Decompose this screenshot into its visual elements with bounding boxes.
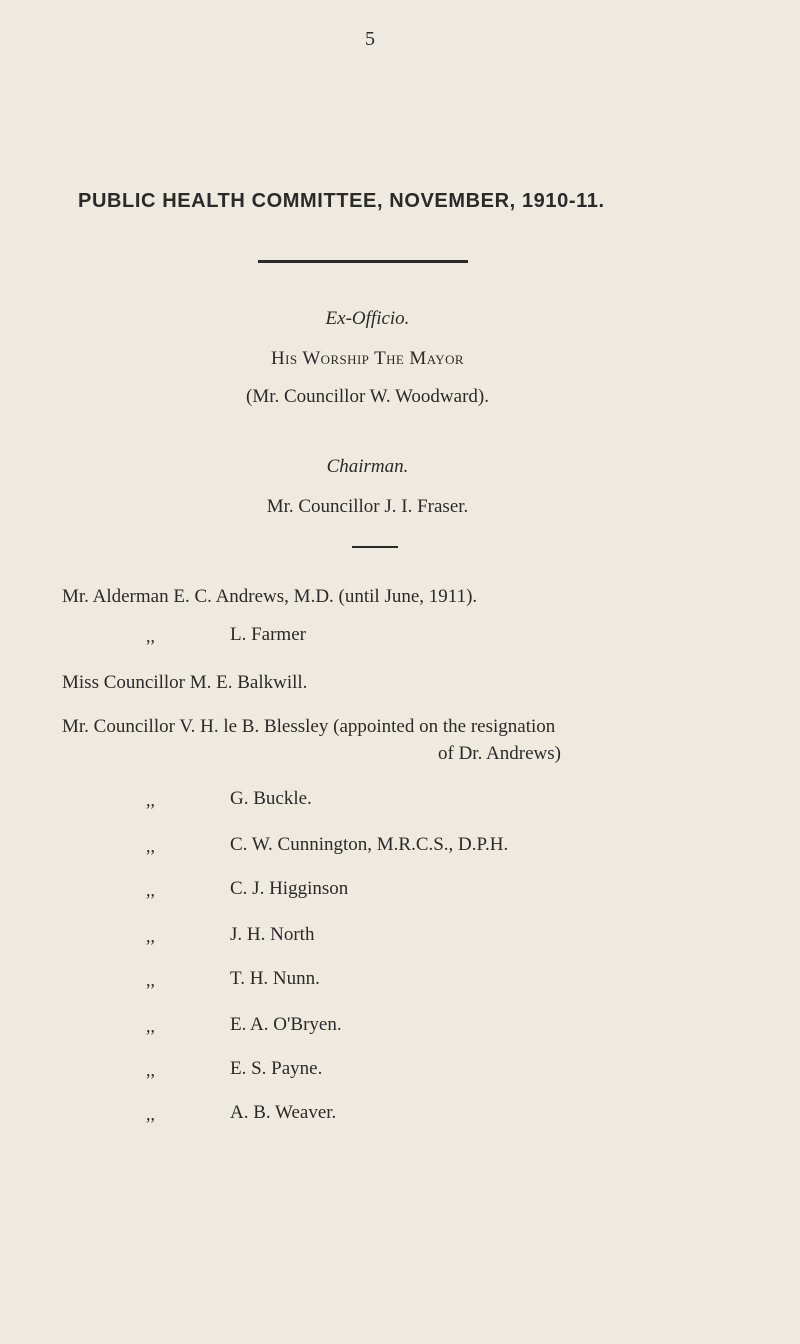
ditto-mark: ,, (146, 836, 155, 856)
chairman-heading: Chairman. (326, 456, 409, 477)
member-payne: E. S. Payne. (230, 1058, 323, 1079)
title-divider (258, 260, 468, 263)
ditto-mark: ,, (146, 790, 155, 810)
member-higginson: C. J. Higginson (230, 878, 349, 899)
ex-officio-heading: Ex-Officio. (325, 308, 410, 329)
member-north: J. H. North (230, 924, 315, 945)
page-title: PUBLIC HEALTH COMMITTEE, NOVEMBER, 1910-11. (78, 190, 605, 212)
member-balkwill: Miss Councillor M. E. Balkwill. (62, 672, 308, 693)
chairman-name: Mr. Councillor J. I. Fraser. (266, 496, 469, 517)
member-farmer: L. Farmer (230, 624, 306, 645)
ditto-mark: ,, (146, 970, 155, 990)
ditto-mark: ,, (146, 926, 155, 946)
member-blessley: Mr. Councillor V. H. le B. Blessley (appointed on the resignation (62, 716, 556, 737)
member-cunnington: C. W. Cunnington, M.R.C.S., D.P.H. (230, 834, 509, 855)
section-divider (352, 546, 398, 548)
page-number: 5 (365, 28, 375, 50)
member-obryen: E. A. O'Bryen. (230, 1014, 342, 1035)
member-buckle: G. Buckle. (230, 788, 312, 809)
member-blessley-note: of Dr. Andrews) (438, 743, 561, 764)
ditto-mark: ,, (146, 1104, 155, 1124)
mayor-name: (Mr. Councillor W. Woodward). (246, 386, 489, 407)
ditto-mark: ,, (146, 626, 155, 646)
ditto-mark: ,, (146, 1060, 155, 1080)
member-nunn: T. H. Nunn. (230, 968, 320, 989)
ditto-mark: ,, (146, 880, 155, 900)
ditto-mark: ,, (146, 1016, 155, 1036)
member-alderman-andrews: Mr. Alderman E. C. Andrews, M.D. (until June, 1911). (62, 586, 478, 607)
mayor-title: His Worship The Mayor (271, 348, 464, 369)
member-weaver: A. B. Weaver. (230, 1102, 337, 1123)
